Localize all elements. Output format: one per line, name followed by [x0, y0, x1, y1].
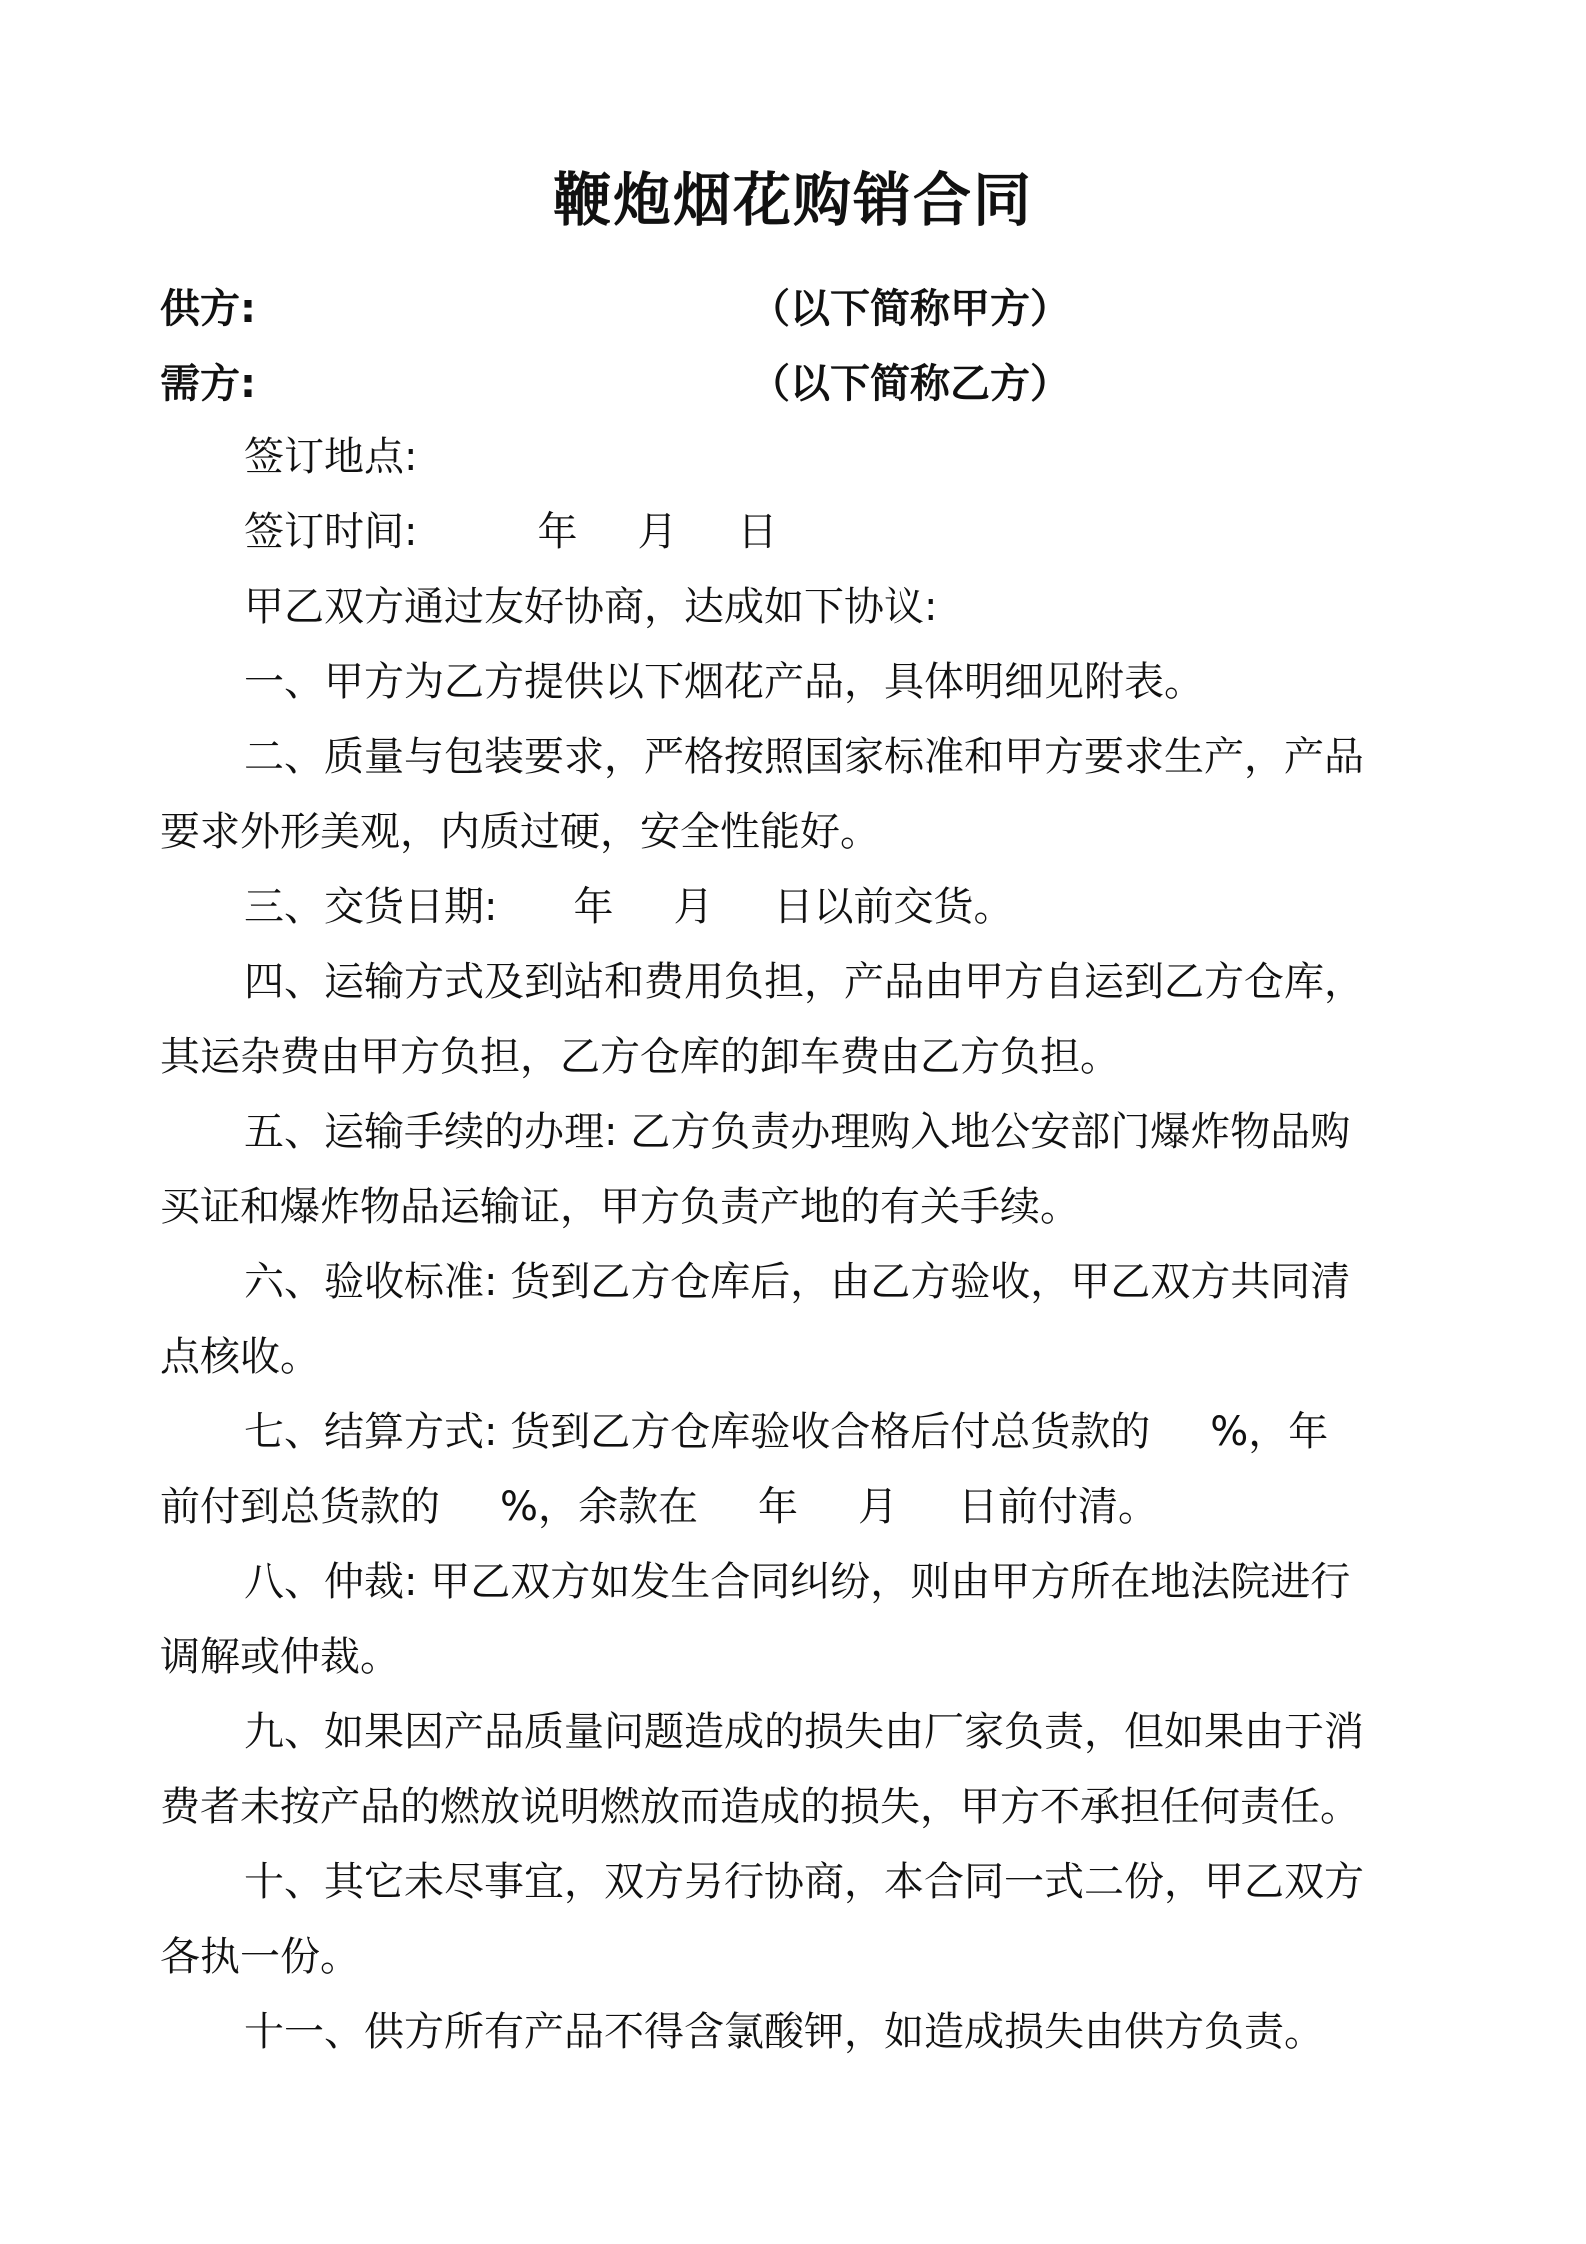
clause-6-line-2: 点核收。 [160, 1334, 320, 1380]
clause-7-line-2 [160, 1470, 1440, 1545]
clause-7-line-1 [160, 1395, 1440, 1470]
clause-2-line-2: 要求外形美观，内质过硬，安全性能好。 [160, 809, 880, 855]
contract-body [160, 420, 1440, 2070]
clause-7-l2-e: 日前付清。 [958, 1484, 1159, 1530]
clause-8-line-2: 调解或仲裁。 [160, 1634, 400, 1680]
clause-1: 一、甲方为乙方提供以下烟花产品，具体明细见附表。 [244, 659, 1204, 705]
clause-10-line-1: 十、其它未尽事宜，双方另行协商，本合同一式二份，甲乙双方 [244, 1859, 1364, 1905]
sign-time-day: 日 [737, 509, 778, 555]
buyer-line [160, 349, 1460, 419]
clause-11: 十一、供方所有产品不得含氯酸钾，如造成损失由供方负责。 [244, 2009, 1324, 2055]
clause-7-l2-c: 年 [758, 1484, 799, 1530]
clause-9-line-1: 九、如果因产品质量问题造成的损失由厂家负责，但如果由于消 [244, 1709, 1364, 1755]
supplier-line [160, 274, 1460, 344]
sign-place: 签订地点: [244, 434, 418, 480]
clause-7-l2-b: %，余款在 [500, 1484, 699, 1530]
clause-3-month: 月 [673, 884, 714, 930]
sign-time [160, 495, 1440, 570]
supplier-label: 供方: [160, 286, 256, 332]
clause-7-l2-d: 月 [858, 1484, 899, 1530]
sign-time-year: 年 [537, 509, 578, 555]
clause-5-line-2: 买证和爆炸物品运输证，甲方负责产地的有关手续。 [160, 1184, 1080, 1230]
sign-time-label: 签订时间: [244, 509, 418, 555]
clause-10-line-2: 各执一份。 [160, 1934, 360, 1980]
clause-7-l1-b: %，年 [1210, 1409, 1329, 1455]
clause-7-l2-a: 前付到总货款的 [160, 1484, 440, 1530]
clause-6-line-1: 六、验收标准: 货到乙方仓库后，由乙方验收，甲乙双方共同清 [244, 1259, 1351, 1305]
buyer-abbr: （以下简称乙方） [750, 361, 1070, 407]
buyer-label: 需方: [160, 361, 256, 407]
sign-time-month: 月 [637, 509, 678, 555]
clause-3-year: 年 [573, 884, 614, 930]
clause-3-label: 三、交货日期: [244, 884, 498, 930]
clause-4-line-1: 四、运输方式及到站和费用负担，产品由甲方自运到乙方仓库， [244, 959, 1364, 1005]
clause-4-line-2: 其运杂费由甲方负担，乙方仓库的卸车费由乙方负担。 [160, 1034, 1120, 1080]
clause-2-line-1: 二、质量与包装要求，严格按照国家标准和甲方要求生产，产品 [244, 734, 1364, 780]
intro-text: 甲乙双方通过友好协商，达成如下协议: [244, 584, 938, 630]
clause-8-line-1: 八、仲裁: 甲乙双方如发生合同纠纷，则由甲方所在地法院进行 [244, 1559, 1351, 1605]
page-title: 鞭炮烟花购销合同 [552, 166, 1033, 234]
supplier-abbr: （以下简称甲方） [750, 286, 1070, 332]
clause-7-l1-a: 七、结算方式: 货到乙方仓库验收合格后付总货款的 [244, 1409, 1151, 1455]
clause-9-line-2: 费者未按产品的燃放说明燃放而造成的损失，甲方不承担任何责任。 [160, 1784, 1360, 1830]
clause-3 [160, 870, 1440, 945]
clause-3-tail: 日以前交货。 [773, 884, 1014, 930]
clause-5-line-1: 五、运输手续的办理: 乙方负责办理购入地公安部门爆炸物品购 [244, 1109, 1351, 1155]
